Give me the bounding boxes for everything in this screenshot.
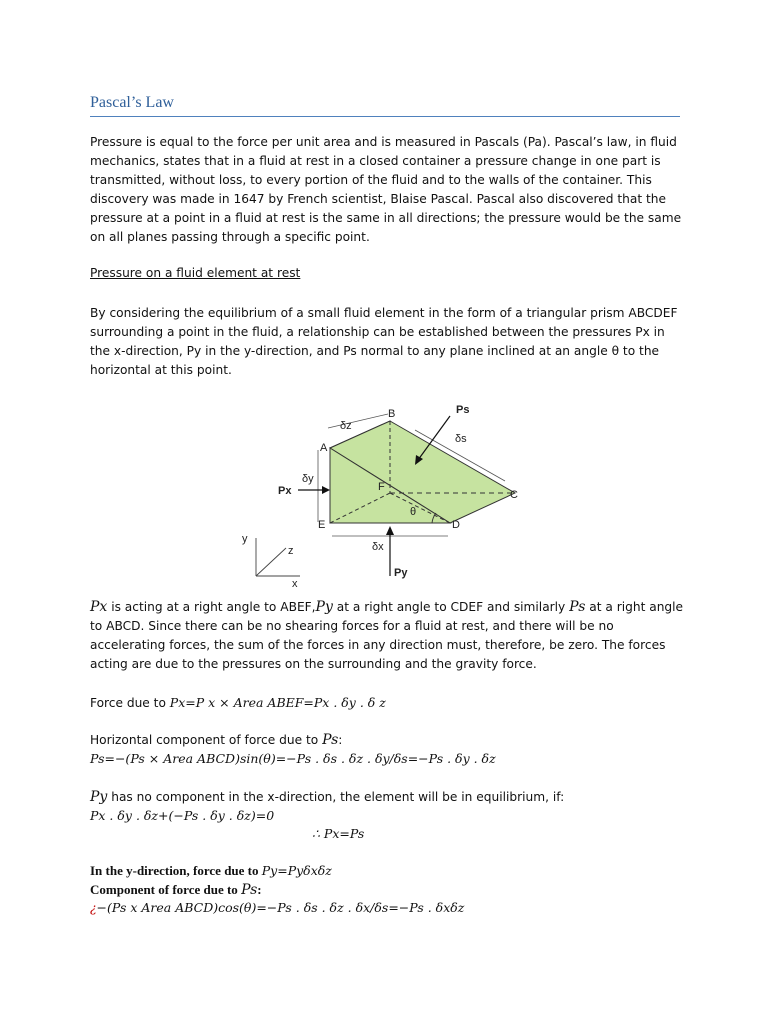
- label-e: E: [318, 519, 326, 531]
- y-direction-equation: Py=Pyδxδz: [261, 863, 332, 878]
- forces-text: at a right angle: [585, 600, 684, 614]
- horizontal-colon: :: [338, 733, 343, 747]
- result-line: [312, 825, 364, 843]
- garbled-prefix: ¿: [90, 901, 97, 915]
- axis-z-line: [256, 548, 286, 576]
- horizontal-equation: Ps=−(Ps × Area ABCD)sin(θ)=−Ps . δs . δz . δy/δs=−Ps . δy . δz: [90, 751, 496, 766]
- label-a: A: [320, 442, 328, 454]
- label-px: Px: [278, 485, 292, 497]
- forces-line: accelerating forces, the sum of the forces in any direction must, therefore, be zero. The forces: [90, 638, 666, 652]
- label-c: C: [510, 489, 518, 501]
- py-text-line: [90, 788, 564, 806]
- py-var: Py: [90, 789, 108, 805]
- intro-line: Pressure is equal to the force per unit area and is measured in Pascals (Pa). Pascal’s law, in fluid: [90, 135, 677, 149]
- forces-line: acting are due to the pressures on the surrounding and the gravity force.: [90, 657, 537, 671]
- intro-line: pressure at a point in a fluid at rest is the same in all directions; the pressure would be the same: [90, 211, 682, 225]
- intro-line: discovery was made in 1647 by French scientist, Blaise Pascal. Pascal also discovered that the: [90, 192, 666, 206]
- var-py: Py: [315, 599, 333, 615]
- forces-paragraph: [90, 598, 690, 674]
- horizontal-label: Horizontal component of force due to: [90, 733, 323, 747]
- label-f: F: [378, 481, 385, 493]
- label-ds: δs: [455, 433, 467, 445]
- label-axis-y: y: [242, 533, 248, 545]
- forces-line: to ABCD. Since there can be no shearing forces for a fluid at rest, and there will be no: [90, 619, 614, 633]
- page-title: Pascal’s Law: [90, 94, 174, 111]
- py-arrowhead: [386, 526, 394, 535]
- title-underline-rule: [90, 116, 680, 117]
- label-axis-x: x: [292, 578, 298, 588]
- force-px-equation: Px=P x × Area ABEF=Px . δy . δ z: [169, 695, 386, 710]
- intro-line: mechanics, states that in a fluid at rest in a closed container a pressure change in one part is: [90, 154, 661, 168]
- component-var: Ps: [241, 882, 258, 898]
- label-py: Py: [394, 567, 408, 579]
- label-theta: θ: [410, 506, 417, 518]
- prism-diagram: [240, 398, 540, 588]
- horizontal-equation-line: [90, 750, 496, 768]
- component-label: Component of force due to: [90, 882, 242, 897]
- px-arrowhead: [322, 486, 330, 494]
- intro-paragraph: [90, 133, 690, 247]
- element-line: horizontal at this point.: [90, 363, 232, 377]
- horizontal-label-line: [90, 731, 342, 749]
- component-equation-line: [90, 899, 464, 917]
- forces-line-1: [90, 598, 690, 617]
- forces-text: at a right angle to CDEF and similarly: [332, 600, 570, 614]
- equilibrium-equation: Px . δy . δz+(−Ps . δy . δz)=0: [90, 808, 275, 823]
- component-equation: −(Ps x Area ABCD)cos(θ)=−Ps . δs . δz . δx/δs=−Ps . δxδz: [96, 900, 465, 915]
- label-d: D: [452, 519, 460, 531]
- intro-line: on all planes passing through a specific point.: [90, 230, 370, 244]
- section-subheading: Pressure on a fluid element at rest: [90, 266, 301, 280]
- horizontal-var: Ps: [322, 732, 339, 748]
- label-b: B: [388, 408, 396, 420]
- var-px: Px: [90, 599, 108, 615]
- element-line: the x-direction, Py in the y-direction, and Ps normal to any plane inclined at an angle θ to the: [90, 344, 660, 358]
- var-ps: Ps: [569, 599, 586, 615]
- element-line: By considering the equilibrium of a small fluid element in the form of a triangular prism ABCDEF: [90, 306, 678, 320]
- component-colon: :: [257, 882, 262, 897]
- result-equation: ∴ Px=Ps: [312, 826, 365, 841]
- y-direction-label: In the y-direction, force due to: [90, 863, 262, 878]
- label-dz: δz: [340, 420, 352, 432]
- y-direction-line: [90, 862, 332, 880]
- element-paragraph: [90, 304, 690, 380]
- py-text: has no component in the x-direction, the element will be in equilibrium, if:: [107, 790, 565, 804]
- label-axis-z: z: [288, 545, 294, 557]
- force-px-label: Force due to: [90, 696, 170, 710]
- label-dx: δx: [372, 541, 384, 553]
- forces-text: is acting at a right angle to ABEF,: [107, 600, 316, 614]
- equilibrium-equation-line: [90, 807, 274, 825]
- label-ps: Ps: [456, 404, 470, 416]
- intro-line: transmitted, without loss, to every portion of the fluid and to the walls of the container. This: [90, 173, 652, 187]
- component-label-line: [90, 881, 262, 899]
- label-dy: δy: [302, 473, 314, 485]
- force-px-line: [90, 694, 386, 712]
- element-line: surrounding a point in the fluid, a relationship can be established between the pressures Px in: [90, 325, 665, 339]
